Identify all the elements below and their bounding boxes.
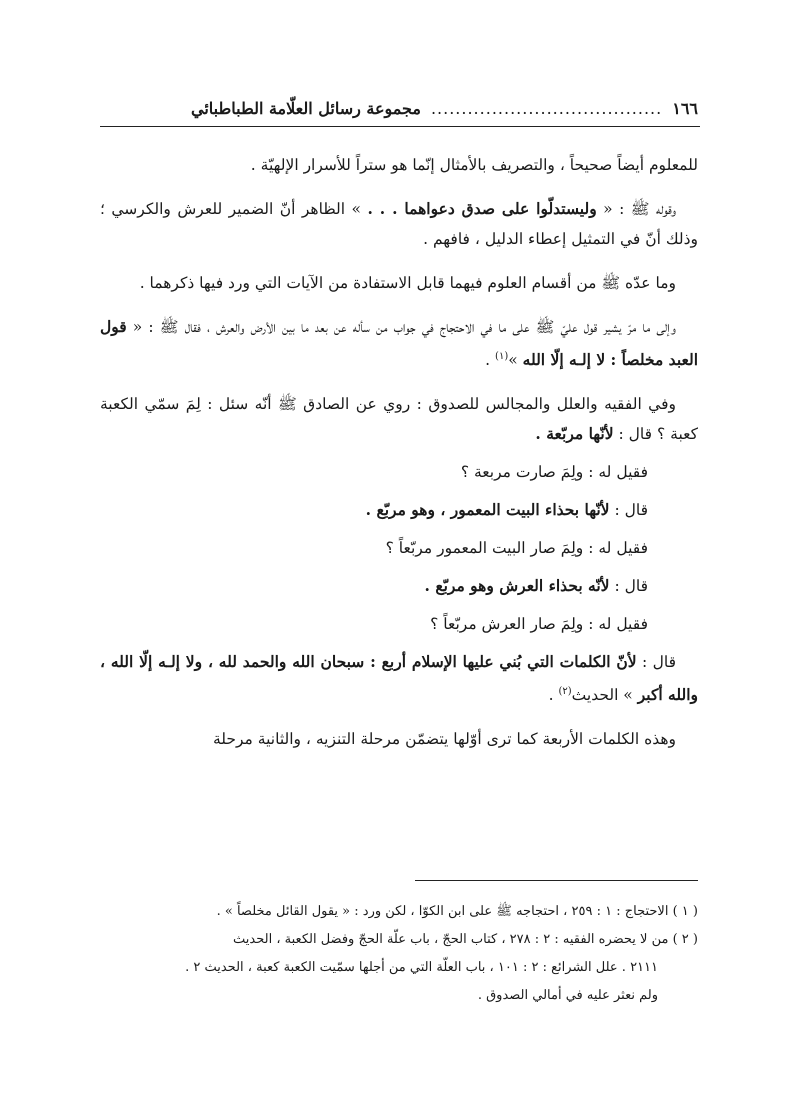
dialogue-question: فقيل له : ولِمَ صار البيت المعمور مربّعاً ؟ [385, 539, 648, 558]
text-run: . [485, 351, 496, 370]
dialogue-answer [100, 571, 698, 601]
text-run: وإلى ما مرّ يشير قول عليّ ﷺ على ما في الاحتجاج في جواب من سأله عن بعد ما بين الأرض والعرش ، فقال ﷺ : « [126, 318, 676, 336]
text-run: قال : [636, 653, 676, 672]
dialogue-answer [100, 647, 698, 710]
paragraph: وما عدّه ﷺ من أقسام العلوم فيهما قابل الاستفادة من الآيات التي ورد فيها ذكرهما . [139, 274, 676, 292]
footnotes [100, 898, 698, 1010]
quoted-text: لأنّها مربّعة . [535, 424, 614, 444]
footnote-ref: (٢) [558, 686, 572, 698]
quoted-text: لأنّ الكلمات التي بُني عليها الإسلام أربع : سبحان الله والحمد لله ، ولا إلـه إلّا الله ، والله أكبر [100, 652, 698, 705]
paragraph: وهذه الكلمات الأربعة كما ترى أوّلها يتضمّن مرحلة التنزيه ، والثانية مرحلة [212, 730, 676, 749]
quoted-text: قول العبد مخلصاً : لا إلـه إلّا الله [100, 317, 698, 370]
running-header [105, 92, 698, 124]
paragraph [100, 194, 698, 254]
footnote-continuation: ولم نعثر عليه في أمالي الصدوق . [477, 988, 658, 1003]
quoted-text: وليستدلّوا على صدق دعواهما . . . [367, 199, 597, 218]
quoted-text: لأنّها بحذاء البيت المعمور ، وهو مربّع . [365, 500, 610, 520]
footnote-rule [415, 880, 698, 881]
footnote-ref: (١) [495, 351, 509, 362]
quoted-text: لأنّه بحذاء العرش وهو مربّع . [424, 576, 610, 596]
header-rule [100, 126, 700, 127]
paragraph: للمعلوم أيضاً صحيحاً ، والتصريف بالأمثال إنّما هو ستراً للأسرار الإلهيّة . [250, 156, 698, 174]
paragraph [100, 312, 698, 375]
text-run: وفي الفقيه والعلل والمجالس للصدوق : روي عن الصادق ﷺ أنّه سئل : لِمَ سمّي الكعبة كعبة ؟ قال : [100, 395, 698, 444]
dialogue-question: فقيل له : ولِمَ صار العرش مربّعاً ؟ [430, 615, 648, 634]
text-run: » الحديث [571, 686, 638, 705]
dialogue-question: فقيل له : ولِمَ صارت مربعة ؟ [460, 463, 648, 482]
paragraph [100, 389, 698, 449]
header-leader-dots: ...................................... [430, 98, 663, 118]
dialogue-answer [100, 495, 698, 525]
text-run: » [508, 351, 523, 370]
footnote: ( ١ ) الاحتجاج : ١ : ٢٥٩ ، احتجاجه ﷺ على ابن الكوّا ، لكن ورد : « يقول القائل مخلصاً » . [216, 904, 698, 919]
text-run: قال : [609, 501, 648, 520]
text-run: . [548, 686, 559, 705]
text-run: » الظاهر أنّ الضمير للعرش والكرسي ؛ وذلك أنّ في التمثيل إعطاء الدليل ، فافهم . [100, 200, 698, 248]
footnote-continuation: ٢١١١ . علل الشرائع : ٢ : ١٠١ ، باب العلّة التي من أجلها سمّيت الكعبة كعبة ، الحديث ٢ . [185, 960, 658, 975]
main-text [100, 150, 698, 768]
text-run: وقوله ﷺ : « [596, 200, 677, 218]
footnote: ( ٢ ) من لا يحضره الفقيه : ٢ : ٢٧٨ ، كتاب الحجّ ، باب علّة الحجّ وفضل الكعبة ، الحديث [233, 932, 698, 947]
page-number: ١٦٦ [672, 98, 698, 118]
book-title: مجموعة رسائل العلّامة الطباطبائي [191, 98, 421, 118]
text-run: قال : [609, 577, 648, 596]
